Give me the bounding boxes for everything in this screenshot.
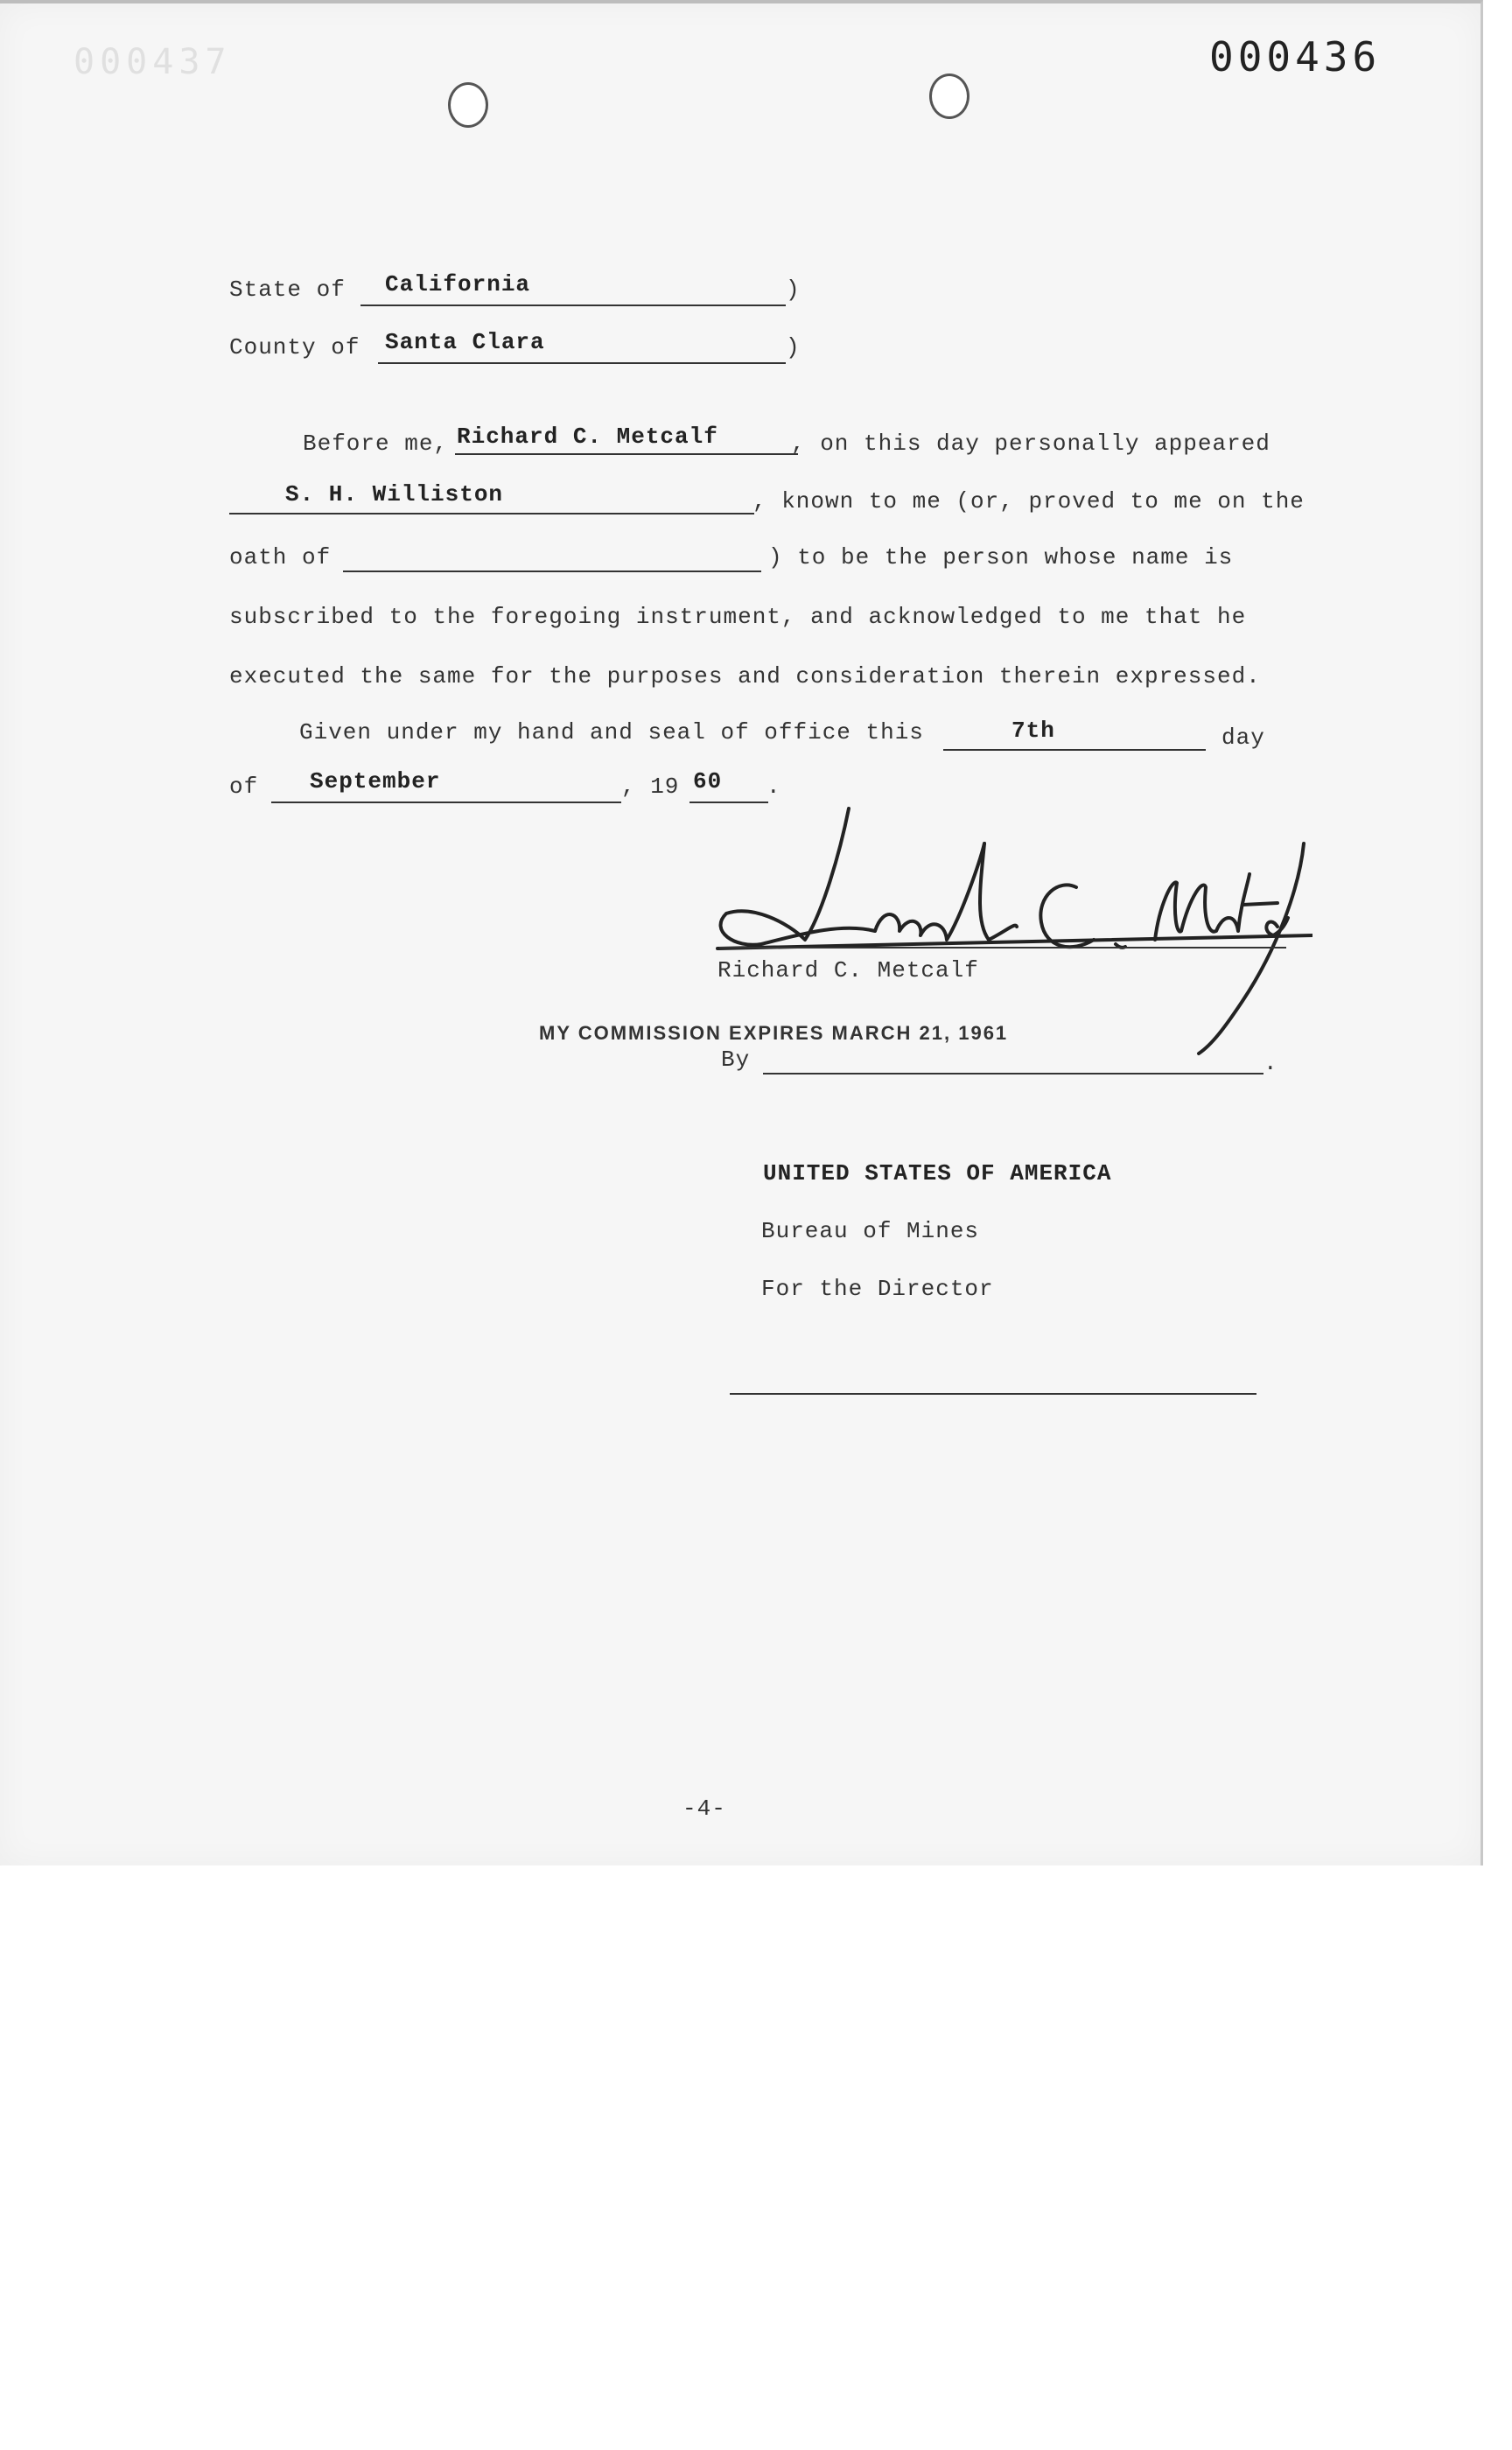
state-paren: ) (786, 276, 801, 303)
day-label: day (1222, 724, 1265, 751)
by-label: By (721, 1046, 751, 1073)
person-name-value: S. H. Williston (285, 481, 504, 508)
county-label: County of (229, 334, 360, 360)
punch-hole-left (448, 82, 488, 128)
notary-name-underline (455, 453, 798, 455)
year-value: 60 (693, 768, 723, 794)
before-me-text: Before me, (303, 430, 449, 457)
state-label: State of (229, 276, 346, 303)
given-under-text: Given under my hand and seal of office this (299, 719, 924, 746)
known-to-me-text: , known to me (or, proved to me on the (752, 488, 1305, 514)
by-underline (763, 1073, 1264, 1074)
page-number: -4- (682, 1796, 726, 1822)
county-value: Santa Clara (385, 329, 545, 355)
year-period: . (766, 774, 781, 800)
day-value: 7th (1012, 718, 1055, 744)
agency-line-1: UNITED STATES OF AMERICA (763, 1160, 1112, 1186)
by-period: . (1264, 1050, 1278, 1076)
person-name-underline (229, 513, 754, 514)
acknowledgment-line-4: subscribed to the foregoing instrument, and acknowledged to me that he (229, 604, 1247, 630)
signature-line (719, 947, 1286, 948)
oath-underline (343, 570, 761, 572)
notary-name-value: Richard C. Metcalf (457, 424, 718, 450)
month-underline (271, 802, 621, 803)
to-be-person-text: ) to be the person whose name is (768, 544, 1234, 570)
oath-of-label: oath of (229, 544, 332, 570)
punch-hole-right (929, 74, 970, 119)
notary-printed-name: Richard C. Metcalf (718, 957, 979, 984)
ghost-document-number: 000437 (74, 42, 232, 82)
document-number: 000436 (1209, 33, 1382, 80)
of-label: of (229, 774, 259, 800)
day-underline (943, 749, 1206, 751)
state-value: California (385, 271, 531, 298)
on-this-day-text: , on this day personally appeared (791, 430, 1270, 457)
agency-line-3: For the Director (761, 1276, 994, 1302)
county-underline (378, 362, 786, 364)
director-signature-line (730, 1393, 1256, 1395)
century-text: , 19 (621, 774, 680, 800)
state-underline (360, 304, 786, 306)
agency-line-2: Bureau of Mines (761, 1218, 980, 1244)
acknowledgment-line-5: executed the same for the purposes and consideration therein expressed. (229, 663, 1261, 690)
month-value: September (310, 768, 441, 794)
commission-expires: MY COMMISSION EXPIRES MARCH 21, 1961 (539, 1022, 1009, 1044)
county-paren: ) (786, 334, 801, 360)
